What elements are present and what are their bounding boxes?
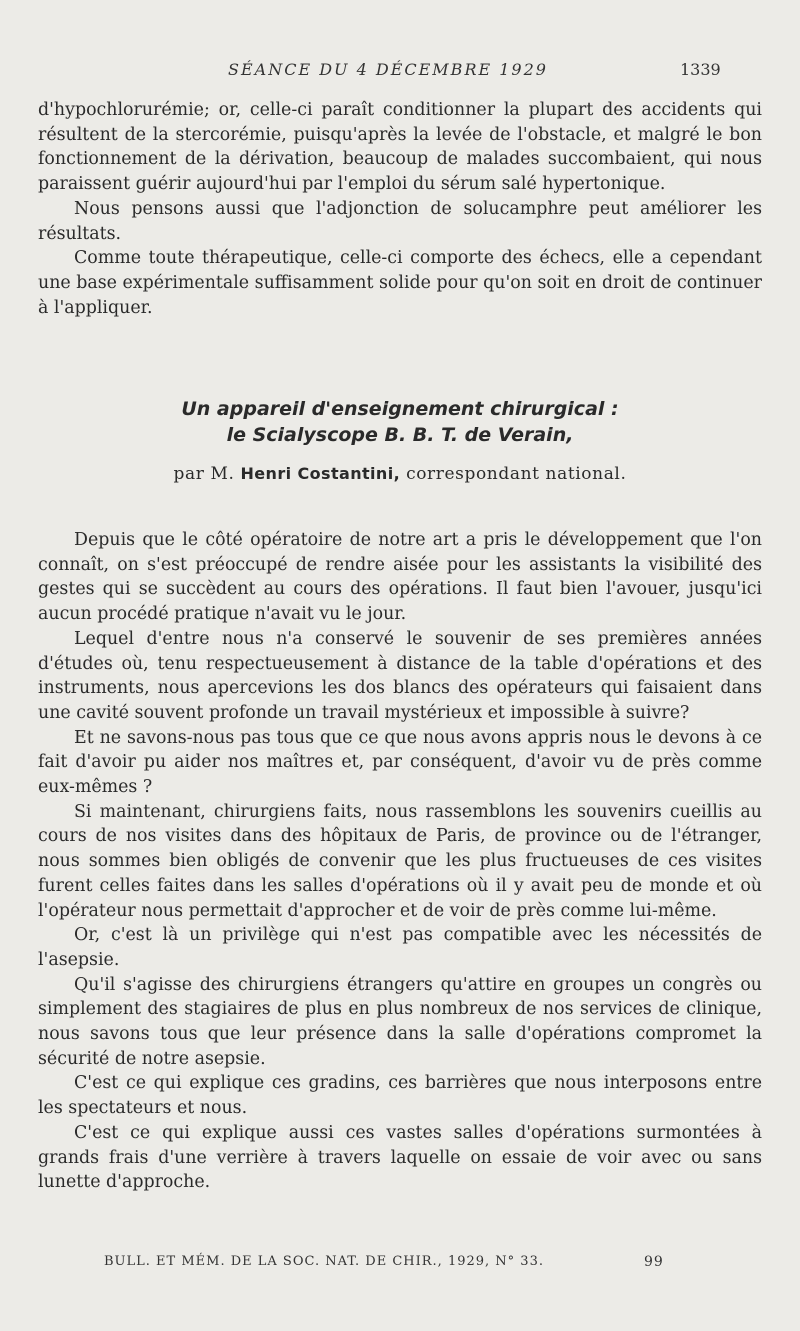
author-name: Henri Costantini, [240,464,401,483]
body-paragraph: Si maintenant, chirurgiens faits, nous rassemblons les souvenirs cueillis au cours de nos visites dans des hôpitaux de Paris, de province ou de l'étranger, nous sommes bien obligés de convenir que les plus fructueuses de ces visites furent celles faites dans les salles d'opérations où il y avait peu de monde et où l'opérateur nous permettait d'approcher et de voir de près comme lui-même. [38,801,762,921]
article-body [38,528,762,1195]
byline-prefix: par M. [173,464,235,484]
body-paragraph: Depuis que le côté opératoire de notre art a pris le développement que l'on connaît, on s'est préoccupé de rendre aisée pour les assistants la visibilité des gestes qui se succèdent au cours des opérations. Il faut bien l'avouer, jusqu'ici aucun procédé pratique n'avait vu le jour. [38,530,762,625]
article-title [0,396,800,448]
running-header [0,60,800,82]
intro-paragraph: Comme toute thérapeutique, celle-ci comporte des échecs, elle a cependant une base expérimentale suffisamment solide pour qu'on soit en droit de continuer à l'appliquer. [38,248,762,318]
intro-text-block [38,98,762,320]
page-number: 1339 [680,60,721,79]
running-title: SÉANCE DU 4 DÉCEMBRE 1929 [228,60,548,79]
body-paragraph: Et ne savons-nous pas tous que ce que nous avons appris nous le devons à ce fait d'avoir pu aider nos maîtres et, par conséquent, d'avoir vu de près comme eux-mêmes ? [38,727,762,798]
article-title-line: Un appareil d'enseignement chirurgical : [181,398,619,420]
article-title-line: le Scialyscope B. B. T. de Verain, [226,424,574,446]
journal-citation: BULL. ET MÉM. DE LA SOC. NAT. DE CHIR., 1929, N° 33. [104,1254,544,1269]
byline [0,464,800,484]
page-footer [0,1254,800,1276]
body-paragraph: Lequel d'entre nous n'a conservé le souvenir de ses premières années d'études où, tenu respectueusement à distance de la table d'opérations et des instruments, nous apercevions les dos blancs des opérateurs qui faisaient dans une cavité souvent profonde un travail mystérieux et impossible à suivre? [38,628,762,723]
body-paragraph: Qu'il s'agisse des chirurgiens étrangers qu'attire en groupes un congrès ou simplement des stagiaires de plus en plus nombreux de nos services de clinique, nous savons tous que leur présence dans la salle d'opérations compromet la sécurité de notre asepsie. [38,974,762,1069]
byline-suffix: correspondant national. [406,464,627,484]
intro-paragraph: d'hypochlorurémie; or, celle-ci paraît conditionner la plupart des accidents qui résultent de la stercorémie, puisqu'après la levée de l'obstacle, et malgré le bon fonctionnement de la dérivation, beaucoup de malades succombaient, qui nous paraissent guérir aujourd'hui par l'emploi du sérum salé hypertonique. [38,100,762,195]
sheet-number: 99 [644,1254,664,1270]
body-paragraph: C'est ce qui explique aussi ces vastes salles d'opérations surmontées à grands frais d'une verrière à travers laquelle on essaie de voir avec ou sans lunette d'approche. [38,1122,762,1193]
body-paragraph: C'est ce qui explique ces gradins, ces barrières que nous interposons entre les spectateurs et nous. [38,1073,762,1119]
body-paragraph: Or, c'est là un privilège qui n'est pas compatible avec les nécessités de l'asepsie. [38,925,762,970]
intro-paragraph: Nous pensons aussi que l'adjonction de solucamphre peut améliorer les résultats. [38,198,762,244]
